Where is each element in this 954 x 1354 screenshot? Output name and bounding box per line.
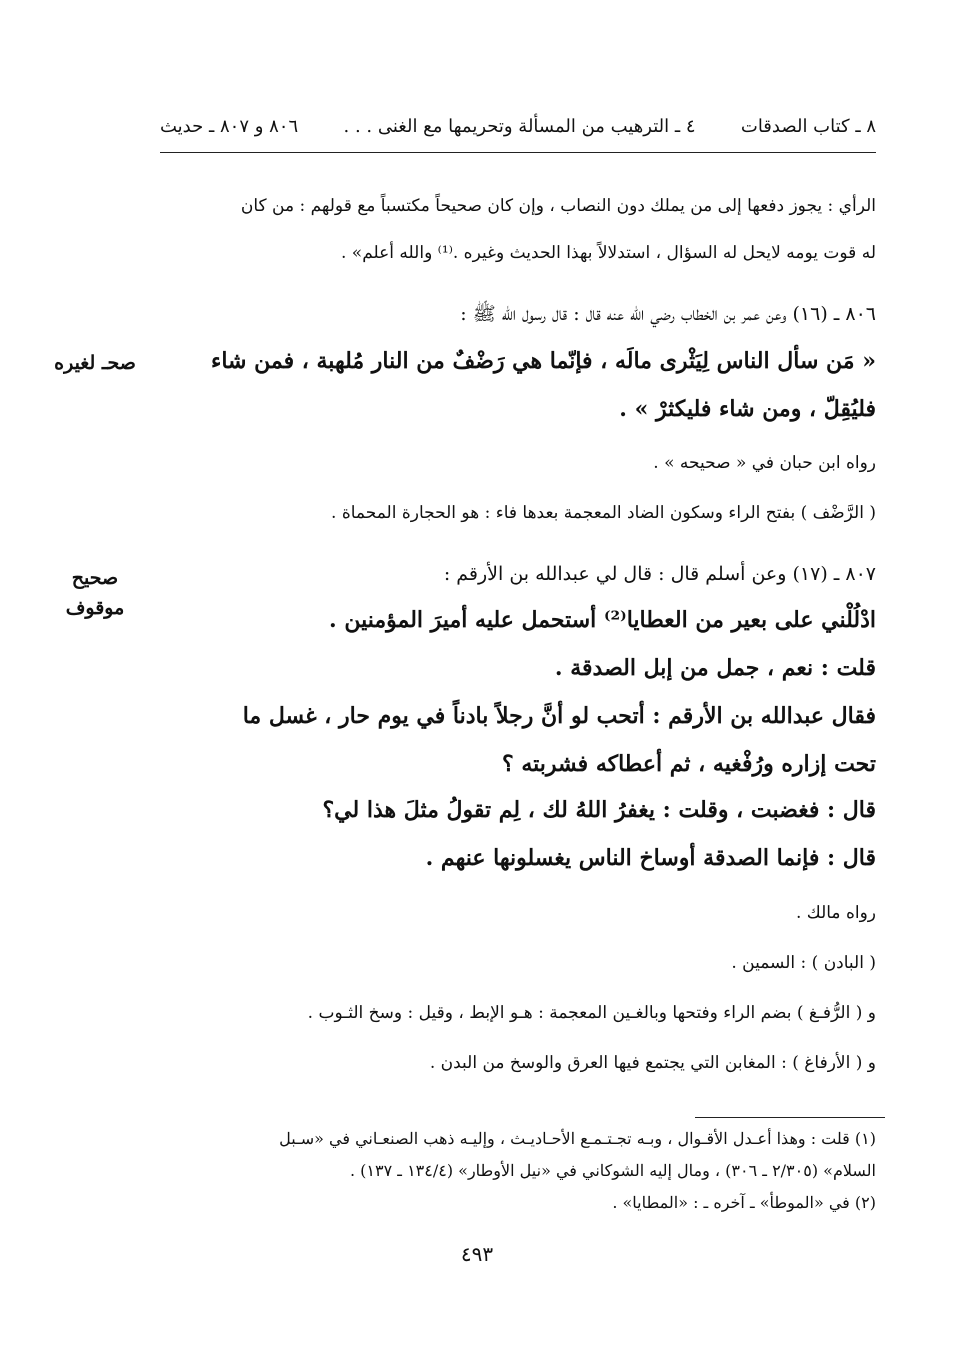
- footnote-rule: [695, 1117, 885, 1118]
- hadith-806-gloss: ( الرَّضْف ) بفتح الراء وسكون الضاد المعجمة بعدها فاء : هو الحجارة المحماة .: [331, 503, 876, 523]
- footnote-2: (٢) في «الموطأ» ـ آخره ـ : «المطايا» .: [612, 1193, 876, 1212]
- hadith-806-text-1: « مَن سأل الناس لِيَثْرى مالَه ، فإنّما هي رَضْفٌ من النار مُلهبة ، فمن شاء: [210, 348, 876, 374]
- footnote-1-line-2: السلام» (٢/٣٠٥ ـ ٣٠٦) ، ومال إليه الشوكاني في «نيل الأوطار» (١٣٤/٤ ـ ١٣٧) .: [350, 1161, 876, 1180]
- hadith-807-source: رواه مالك .: [795, 903, 876, 923]
- hadith-806-text-2: فليُقِلّ ، ومن شاء فليكثرْ » .: [619, 396, 876, 422]
- header-hadith-range: ٨٠٦ و ٨٠٧ ـ حديث: [160, 115, 299, 137]
- gloss-1: ( البادن ) : السمين .: [731, 953, 876, 973]
- header-section: ٤ ـ الترهيب من المسألة وتحريمها مع الغنى . . .: [343, 115, 696, 137]
- gloss-3: و ( الأرفاغ ) : المغابن التي يجتمع فيها العرق والوسخ من البدن .: [429, 1053, 876, 1073]
- hadith-806-source: رواه ابن حبان في « صحيحه » .: [653, 453, 876, 473]
- intro-line-1: الرأي : يجوز دفعها إلى من يملك دون النصاب ، وإن كان صحيحاً مكتسباً مع قولهم : من كان: [240, 196, 876, 216]
- margin-grade-807: [40, 563, 150, 623]
- margin-grade-807-line-2: موقوف: [65, 597, 125, 619]
- footnote-1-line-1: (١) قلت : وهذا أعـدل الأقـوال ، وبـه تجـتـمـع الأحـاديـث ، وإليـه ذهب الصنعـاني في «سـبل: [279, 1129, 876, 1148]
- gloss-2: و ( الرُّفـغ ) بضم الراء وفتحها وبالغـين المعجمة : هـو الإبط ، وقيل : وسخ الثـوب .: [307, 1003, 876, 1023]
- hadith-807-text-4: تحت إزاره ورُفْغيه ، ثم أعطاكه فشربته ؟: [502, 751, 876, 777]
- hadith-807-intro: ٨٠٧ ـ (١٧) وعن أسلم قال : قال لي عبدالله بن الأرقم :: [443, 563, 876, 585]
- running-header: [160, 108, 876, 144]
- hadith-807-text-2: قلت : نعم ، جمل من إبل الصدقة .: [554, 655, 876, 681]
- hadith-806-intro: ٨٠٦ ـ (١٦) وعن عمر بن الخطاب رضي الله عنه قال : قال رسول الله ﷺ :: [460, 303, 876, 325]
- page-number: ٤٩٣: [460, 1242, 494, 1266]
- hadith-807-text-1: ادْلُلْني على بعير من العطايا⁽²⁾ أستحمل عليه أميرَ المؤمنين .: [329, 607, 876, 633]
- hadith-807-text-3: فقال عبدالله بن الأرقم : أتحب لو أنَّ رجلاً بادناً في يوم حار ، غسل ما: [242, 703, 876, 729]
- margin-grade-807-line-1: صحيح: [71, 567, 119, 589]
- hadith-807-text-5: قال : فغضبت ، وقلت : يغفرُ اللهُ لك ، لِم تقولُ مثلَ هذا لي؟: [322, 797, 876, 823]
- header-chapter: ٨ ـ كتاب الصدقات: [740, 115, 876, 137]
- header-rule: [160, 152, 876, 153]
- margin-grade-806: صحـ لغيره: [54, 352, 136, 374]
- hadith-807-text-6: قال : فإنما الصدقة أوساخ الناس يغسلونها عنهم .: [425, 845, 876, 871]
- intro-line-2: له قوت يومه لايحل له السؤال ، استدلالاً بهذا الحديث وغيره .⁽¹⁾ والله أعلم» .: [341, 243, 876, 263]
